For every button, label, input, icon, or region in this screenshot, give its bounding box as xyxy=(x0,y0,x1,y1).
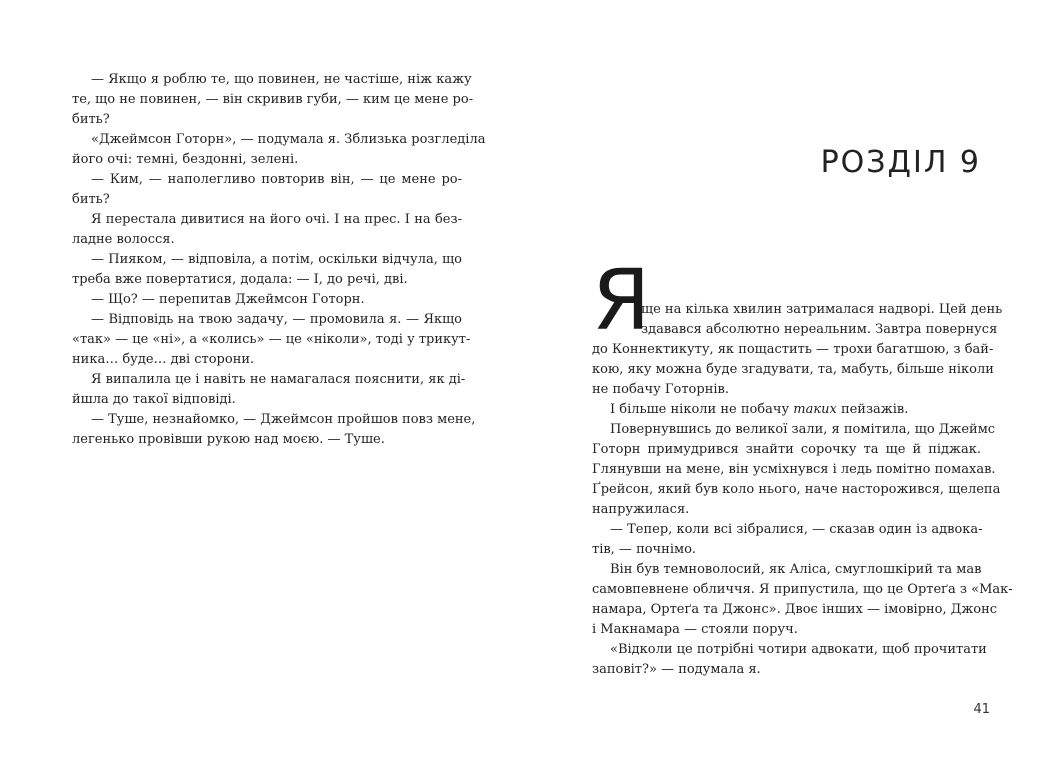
text-line: кою, яку можна буде згадувати, та, мабуть, більше ніколи xyxy=(592,362,994,377)
text-line: намара, Ортеґа та Джонс». Двоє інших — імовірно, Джонс xyxy=(592,602,998,617)
text-line: Глянувши на мене, він усміхнувся і ледь помітно помахав. xyxy=(592,462,996,477)
text-line: напружилася. xyxy=(592,502,690,517)
text-line: «так» — це «ні», а «колись» — це «ніколи», тоді у трикут- xyxy=(72,332,471,347)
text-line: ника… буде… дві сторони. xyxy=(72,352,255,367)
text-line: ще на кілька хвилин затрималася надворі. Цей день xyxy=(641,302,1003,317)
text-line: Я випалила це і навіть не намагалася пояснити, як ді- xyxy=(91,372,466,387)
text-line: не побачу Готорнів. xyxy=(592,382,729,397)
text-line: «Відколи це потрібні чотири адвокати, щоб прочитати xyxy=(610,642,987,657)
text-line: Ґрейсон, який був коло нього, наче насторожився, щелепа xyxy=(592,482,1001,497)
emphasis-text: таких xyxy=(793,402,837,417)
text-line: — Пияком, — відповіла, а потім, оскільки відчула, що xyxy=(91,252,462,267)
chapter-title: РОЗДІЛ 9 xyxy=(820,145,981,180)
text-line: його очі: темні, бездонні, зелені. xyxy=(72,152,299,167)
text-line: бить? xyxy=(72,112,110,127)
text-line: «Джеймсон Готорн», — подумала я. Зблизька розгледіла xyxy=(91,132,486,147)
text-line: Готорн примудрився знайти сорочку та ще й піджак. xyxy=(592,442,981,457)
text-line: — Туше, незнайомко, — Джеймсон пройшов повз мене, xyxy=(91,412,476,427)
text-line: треба вже повертатися, додала: — І, до речі, дві. xyxy=(72,272,408,287)
text-segment: пейзажів. xyxy=(836,402,909,417)
text-line: до Коннектикуту, як пощастить — трохи багатшою, з бай- xyxy=(592,342,994,357)
text-line: — Якщо я роблю те, що повинен, не частіше, ніж кажу xyxy=(91,72,472,87)
text-line: — Тепер, коли всі зібралися, — сказав один із адвока- xyxy=(610,522,983,537)
text-line: легенько провівши рукою над моєю. — Туше. xyxy=(72,432,385,447)
drop-cap: Я xyxy=(592,251,651,349)
text-segment: І більше ніколи не побачу xyxy=(610,402,794,417)
text-line: бить? xyxy=(72,192,110,207)
text-line: йшла до такої відповіді. xyxy=(72,392,236,407)
text-line: заповіт?» — подумала я. xyxy=(592,662,761,677)
text-line: — Відповідь на твою задачу, — промовила я. — Якщо xyxy=(91,312,462,327)
text-line: і Макнамара — стояли поруч. xyxy=(592,622,798,637)
text-line: — Ким, — наполегливо повторив він, — це мене ро- xyxy=(91,172,462,187)
text-line: те, що не повинен, — він скривив губи, — ким це мене ро- xyxy=(72,92,474,107)
text-line: — Що? — перепитав Джеймсон Готорн. xyxy=(91,292,365,307)
text-line: тів, — почнімо. xyxy=(592,542,697,557)
text-line: ладне волосся. xyxy=(72,232,175,247)
text-line: Я перестала дивитися на його очі. І на прес. І на без- xyxy=(91,212,462,227)
text-line: самовпевнене обличчя. Я припустила, що це Ортеґа з «Мак- xyxy=(592,582,1013,597)
text-line: здавався абсолютно нереальним. Завтра повернуся xyxy=(641,322,998,337)
text-line xyxy=(610,400,908,420)
page-number: 41 xyxy=(973,702,990,717)
text-line: Повернувшись до великої зали, я помітила, що Джеймс xyxy=(610,422,996,437)
text-line: Він був темноволосий, як Аліса, смуглошкірий та мав xyxy=(610,562,982,577)
